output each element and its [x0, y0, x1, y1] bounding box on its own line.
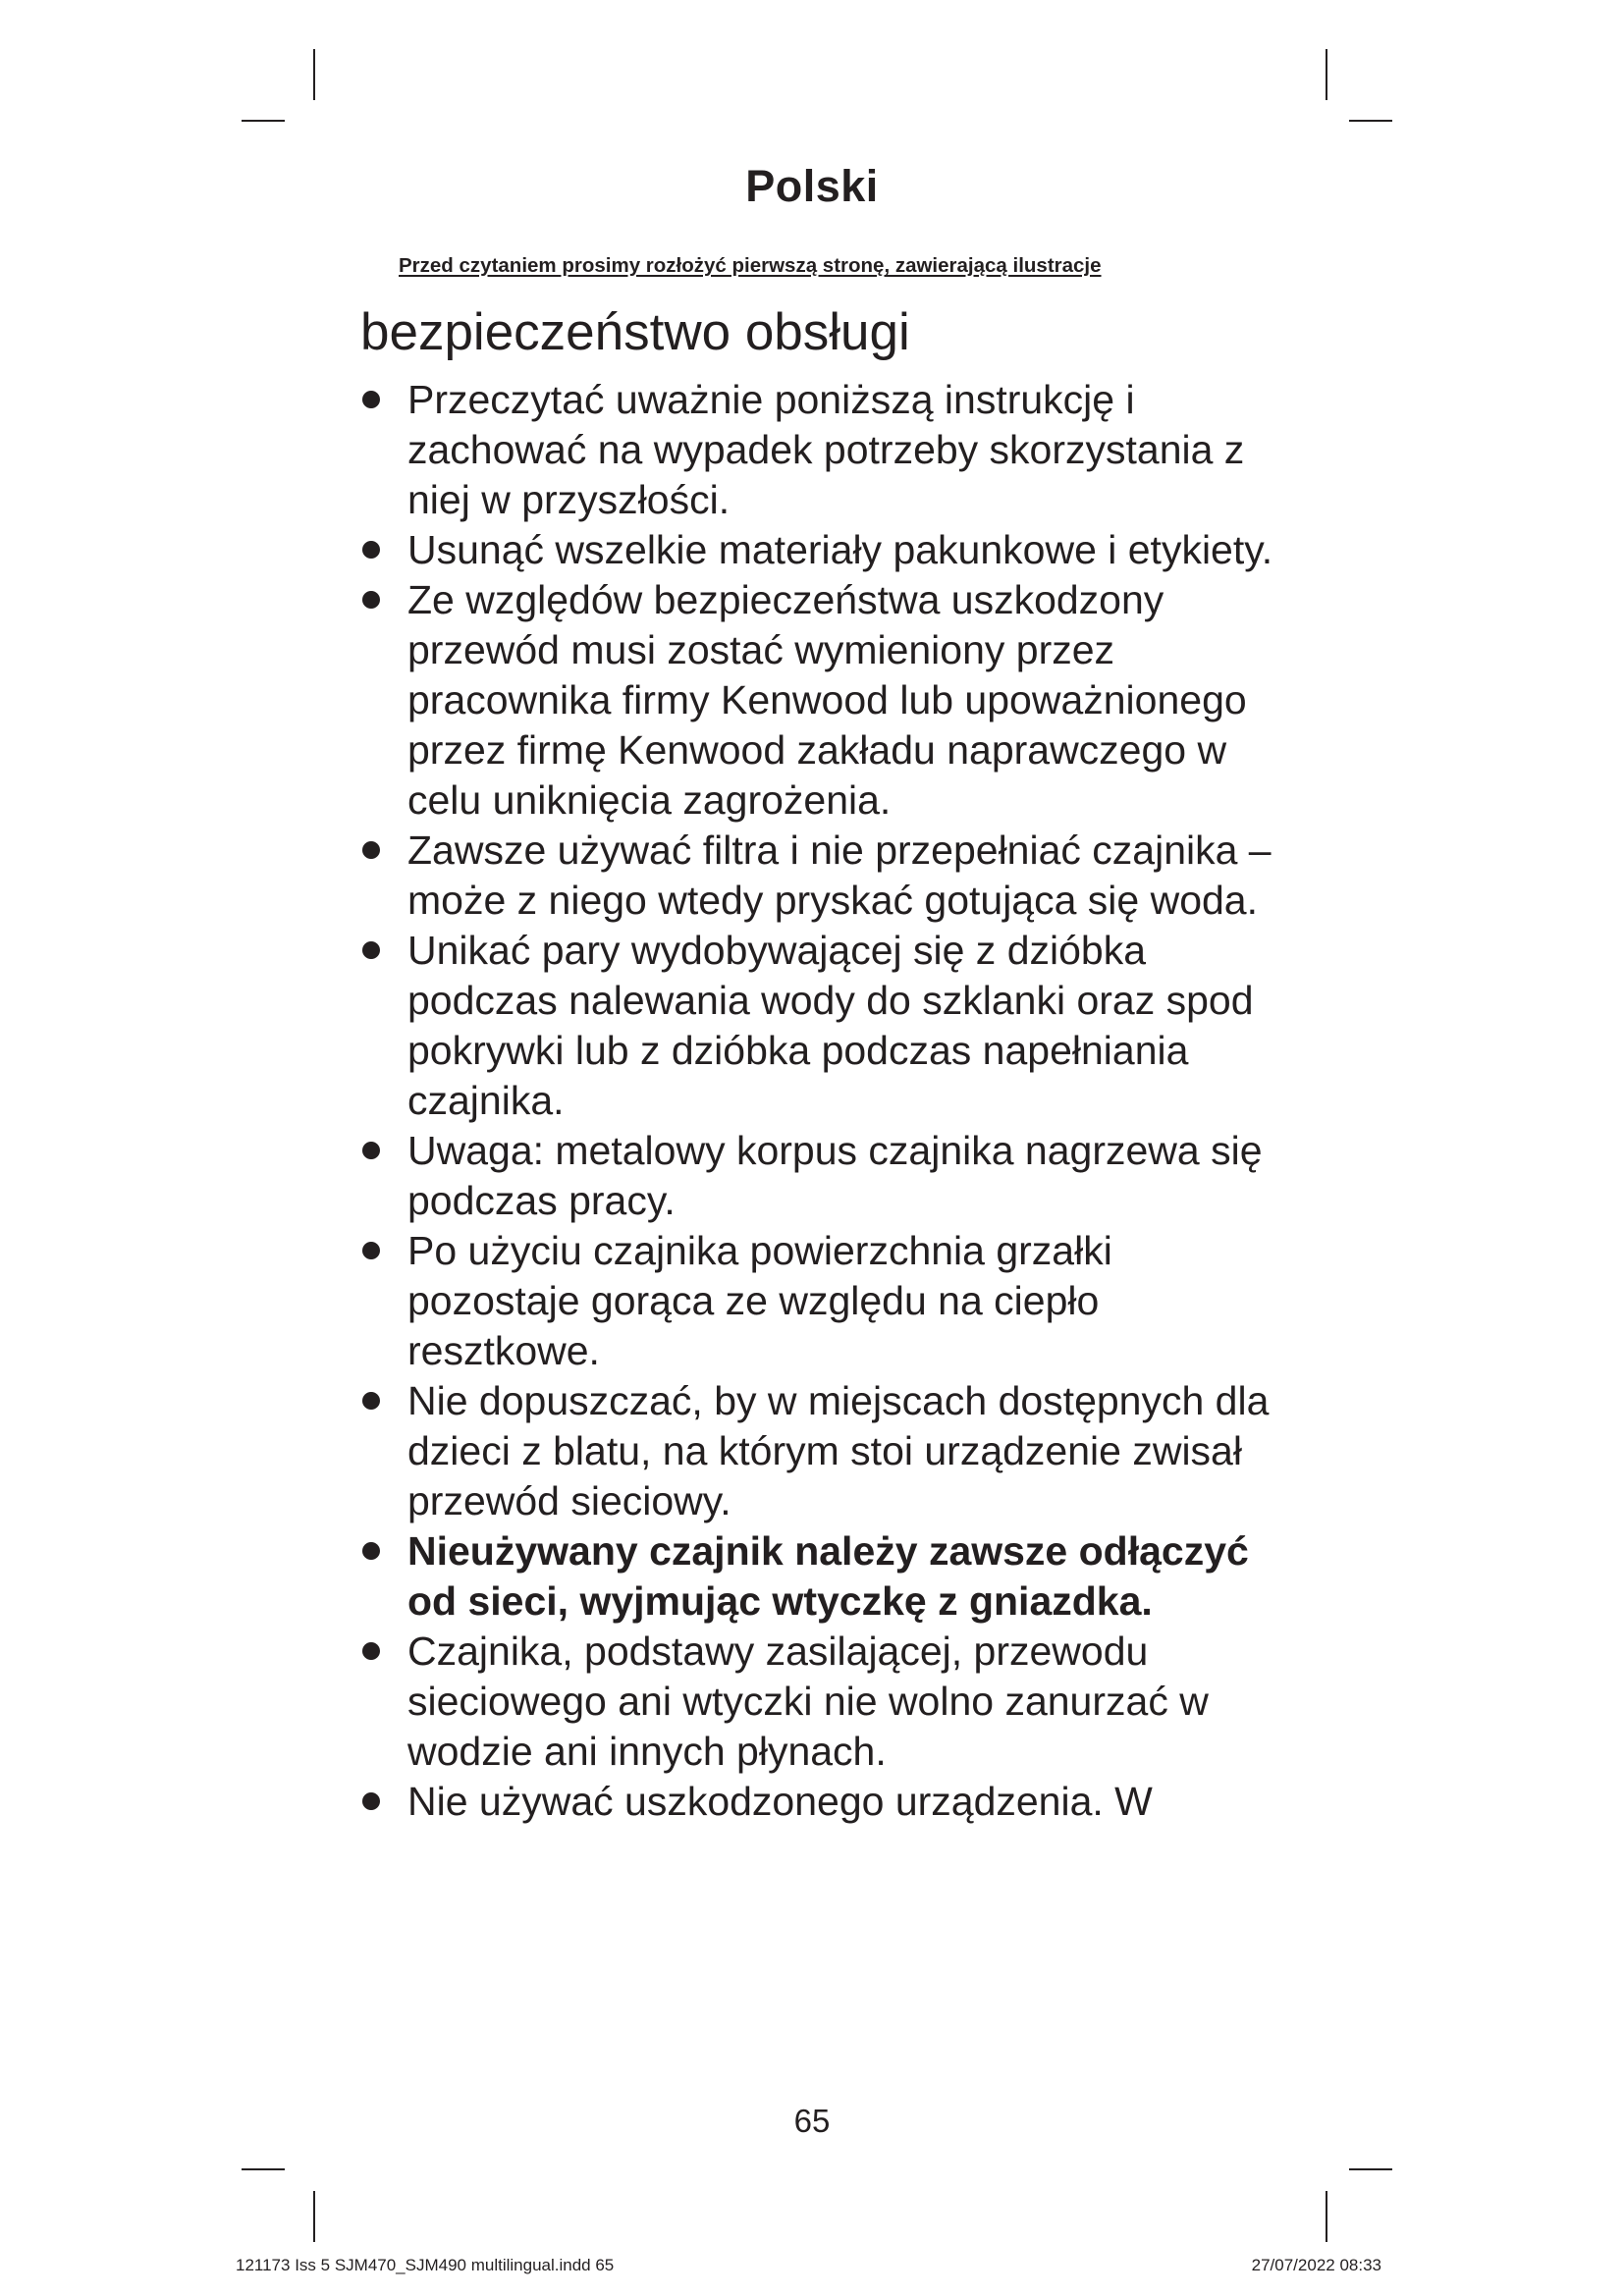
list-item	[360, 1376, 1283, 1526]
list-item	[360, 375, 1283, 525]
list-item	[360, 1526, 1283, 1627]
crop-mark	[1326, 2191, 1327, 2242]
list-item	[360, 575, 1283, 826]
list-item-text: Ze względów bezpieczeństwa uszkodzony przewód musi zostać wymieniony przez pracownika firmy Kenwood lub upoważnionego przez firmę Kenwood zakładu naprawczego w celu uniknięcia zagrożenia.	[407, 577, 1247, 823]
bullet-icon	[362, 1792, 380, 1810]
unfold-note: Przed czytaniem prosimy rozłożyć pierwszą stronę, zawierającą ilustracje	[399, 254, 1102, 277]
bullet-icon	[362, 941, 380, 959]
list-item	[360, 926, 1283, 1126]
crop-mark	[313, 2191, 315, 2242]
crop-mark	[313, 49, 315, 100]
bullet-icon	[362, 1142, 380, 1159]
list-item-text: Zawsze używać filtra i nie przepełniać czajnika – może z niego wtedy pryskać gotująca się woda.	[407, 828, 1272, 923]
bullet-icon	[362, 841, 380, 859]
list-item-text: Nie używać uszkodzonego urządzenia. W	[407, 1779, 1153, 1824]
language-title: Polski	[745, 161, 879, 211]
list-item-text: Nieużywany czajnik należy zawsze odłączyć od sieci, wyjmując wtyczkę z gniazdka.	[407, 1528, 1249, 1624]
list-item	[360, 826, 1283, 926]
list-item-text: Uwaga: metalowy korpus czajnika nagrzewa się podczas pracy.	[407, 1128, 1263, 1223]
slug-file-info: 121173 Iss 5 SJM470_SJM490 multilingual.indd 65	[236, 2256, 615, 2274]
slug-datetime: 27/07/2022 08:33	[1251, 2256, 1381, 2274]
bullet-icon	[362, 1242, 380, 1259]
bullet-icon	[362, 1642, 380, 1660]
list-item-text: Nie dopuszczać, by w miejscach dostępnych dla dzieci z blatu, na którym stoi urządzenie zwisał przewód sieciowy.	[407, 1378, 1270, 1523]
bullet-icon	[362, 1542, 380, 1560]
crop-mark	[242, 2168, 285, 2170]
bullet-icon	[362, 1392, 380, 1410]
crop-mark	[1326, 49, 1327, 100]
bullet-icon	[362, 391, 380, 408]
list-item-text: Po użyciu czajnika powierzchnia grzałki pozostaje gorąca ze względu na ciepło resztkowe.	[407, 1228, 1112, 1373]
list-item-text: Unikać pary wydobywającej się z dzióbka podczas nalewania wody do szklanki oraz spod pokrywki lub z dzióbka podczas napełniania czajnika.	[407, 928, 1254, 1123]
crop-mark	[1349, 120, 1392, 122]
bullet-icon	[362, 591, 380, 609]
list-item-text: Usunąć wszelkie materiały pakunkowe i etykiety.	[407, 527, 1273, 572]
bullet-icon	[362, 541, 380, 559]
crop-mark	[242, 120, 285, 122]
page-number: 65	[793, 2103, 831, 2139]
list-item	[360, 525, 1283, 575]
list-item	[360, 1777, 1283, 1827]
list-item	[360, 1126, 1283, 1226]
section-title: bezpieczeństwo obsługi	[360, 303, 910, 361]
list-item	[360, 1627, 1283, 1777]
safety-list	[360, 375, 1283, 1827]
list-item	[360, 1226, 1283, 1376]
crop-mark	[1349, 2168, 1392, 2170]
list-item-text: Czajnika, podstawy zasilającej, przewodu sieciowego ani wtyczki nie wolno zanurzać w wodzie ani innych płynach.	[407, 1629, 1209, 1774]
list-item-text: Przeczytać uważnie poniższą instrukcję i zachować na wypadek potrzeby skorzystania z niej w przyszłości.	[407, 377, 1245, 522]
